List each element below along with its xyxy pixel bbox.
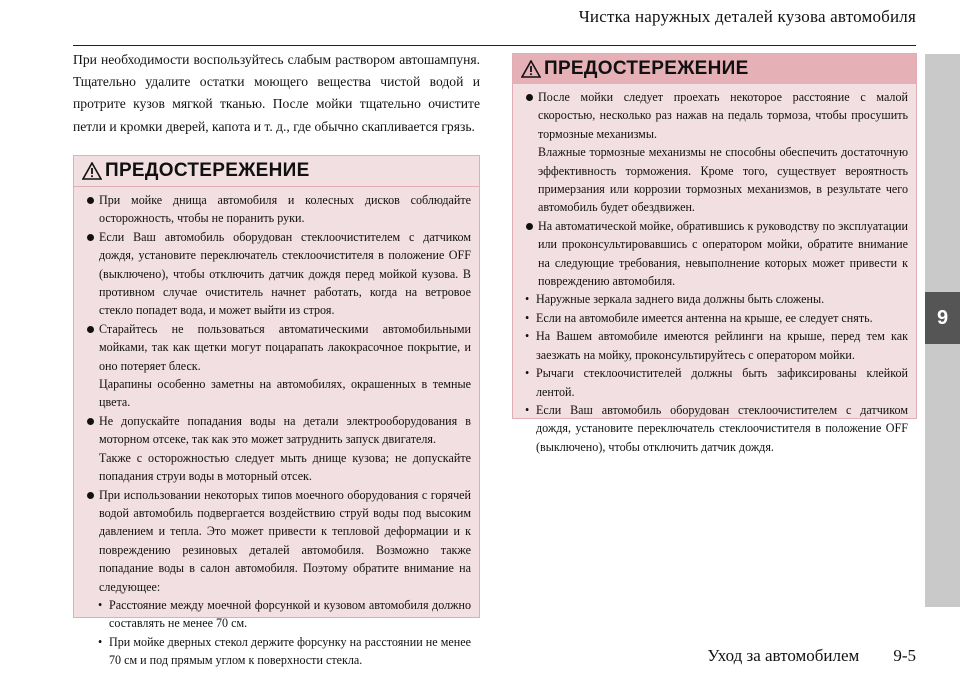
- chapter-number-badge: 9: [925, 292, 960, 344]
- warning-triangle-icon: [521, 60, 541, 78]
- warning-paragraph: Влажные тормозные механизмы не способны обеспечить достаточную эффективность торможения. Кроме того, существует вероятность примерзания или коррозии тормозных механизмов, в результате чего автомобиль будет обездвижен.: [538, 145, 908, 215]
- header-divider: [73, 45, 916, 46]
- warning-triangle-icon: [82, 162, 102, 180]
- warning-title: ПРЕДОСТЕРЕЖЕНИЕ: [105, 160, 310, 181]
- warning-paragraph: Царапины особенно заметны на автомобилях, окрашенных в темные цвета.: [99, 377, 471, 410]
- warning-bullet-item: На автоматической мойке, обратившись к руководству по эксплуатации или проконсультировавшись с оператором мойки, обратите внимание на следующие требования, невыполнение которых может привести к повреждению автомобиля.: [525, 217, 908, 291]
- intro-paragraph: При необходимости воспользуйтесь слабым раствором автошампуня. Тщательно удалите остатки моющего вещества чистой водой и протрите кузов мягкой тканью. После мойки тщательно очистите петли и кромки дверей, капота и т. д., где обычно скапливается грязь.: [73, 52, 480, 134]
- warning-sub-item: • Рычаги стеклоочистителей должны быть зафиксированы клейкой лентой.: [525, 364, 908, 401]
- warning-paragraph: Также с осторожностью следует мыть днище кузова; не допускайте попадания струи воды в моторный отсек.: [99, 450, 471, 484]
- warning-header: [74, 156, 479, 187]
- page-header-title: Чистка наружных деталей кузова автомобиля: [578, 7, 916, 26]
- footer-page-number: 9-5: [893, 646, 916, 665]
- warning-box-right: [512, 53, 917, 454]
- warning-box-left: [73, 155, 480, 668]
- warning-sub-item: • Расстояние между моечной форсункой и кузовом автомобиля должно составлять не менее 70 см.: [86, 596, 471, 633]
- warning-bullet-item: После мойки следует проехать некоторое расстояние с малой скоростью, несколько раз нажав на педаль тормоза, чтобы просушить тормозные механизмы.: [525, 88, 908, 143]
- warning-body: [74, 187, 479, 670]
- warning-bullet-item: Не допускайте попадания воды на детали электрооборудования в моторном отсеке, так как это может затруднить запуск двигателя.: [86, 412, 471, 449]
- footer-section-title: Уход за автомобилем: [707, 646, 860, 665]
- warning-body: [513, 84, 916, 456]
- warning-header: [513, 54, 916, 84]
- warning-bullet-item: Старайтесь не пользоваться автоматическими автомобильными мойками, так как щетки могут поцарапать лакокрасочное покрытие, и оно потеряет блеск.: [86, 320, 471, 375]
- warning-sub-item: • Если на автомобиле имеется антенна на крыше, ее следует снять.: [525, 309, 908, 327]
- warning-sub-item: • При мойке дверных стекол держите форсунку на расстоянии не менее 70 см и под прямым углом к поверхности стекла.: [86, 633, 471, 670]
- warning-title: ПРЕДОСТЕРЕЖЕНИЕ: [544, 58, 749, 79]
- warning-bullet-item: При мойке днища автомобиля и колесных дисков соблюдайте осторожность, чтобы не поранить руки.: [86, 191, 471, 228]
- warning-bullet-item: При использовании некоторых типов моечного оборудования с горячей водой автомобиль подвергается воздействию струй воды под высоким давлением и тепла. Это может привести к тепловой деформации и к повреждению резиновых деталей автомобиля. Возможно также попадание воды в салон автомобиля. Поэтому обратите внимание на следующее:: [86, 486, 471, 596]
- warning-sub-item: • Наружные зеркала заднего вида должны быть сложены.: [525, 290, 908, 308]
- warning-sub-item: • Если Ваш автомобиль оборудован стеклоочистителем с датчиком дождя, установите переключатель стеклоочистителя в положение OFF (выключено), чтобы отключить датчик дождя.: [525, 401, 908, 456]
- page-footer: [707, 646, 916, 666]
- warning-bullet-item: Если Ваш автомобиль оборудован стеклоочистителем с датчиком дождя, установите переключатель стеклоочистителя в положение OFF (выключено), чтобы отключить датчик дождя перед мойкой кузова. В противном случае очиститель начнет работать, когда на ветровое стекло попадет вода, и может выйти из строя.: [86, 228, 471, 320]
- warning-sub-item: • На Вашем автомобиле имеются рейлинги на крыше, перед тем как заезжать на мойку, проконсультируйтесь с оператором мойки.: [525, 327, 908, 364]
